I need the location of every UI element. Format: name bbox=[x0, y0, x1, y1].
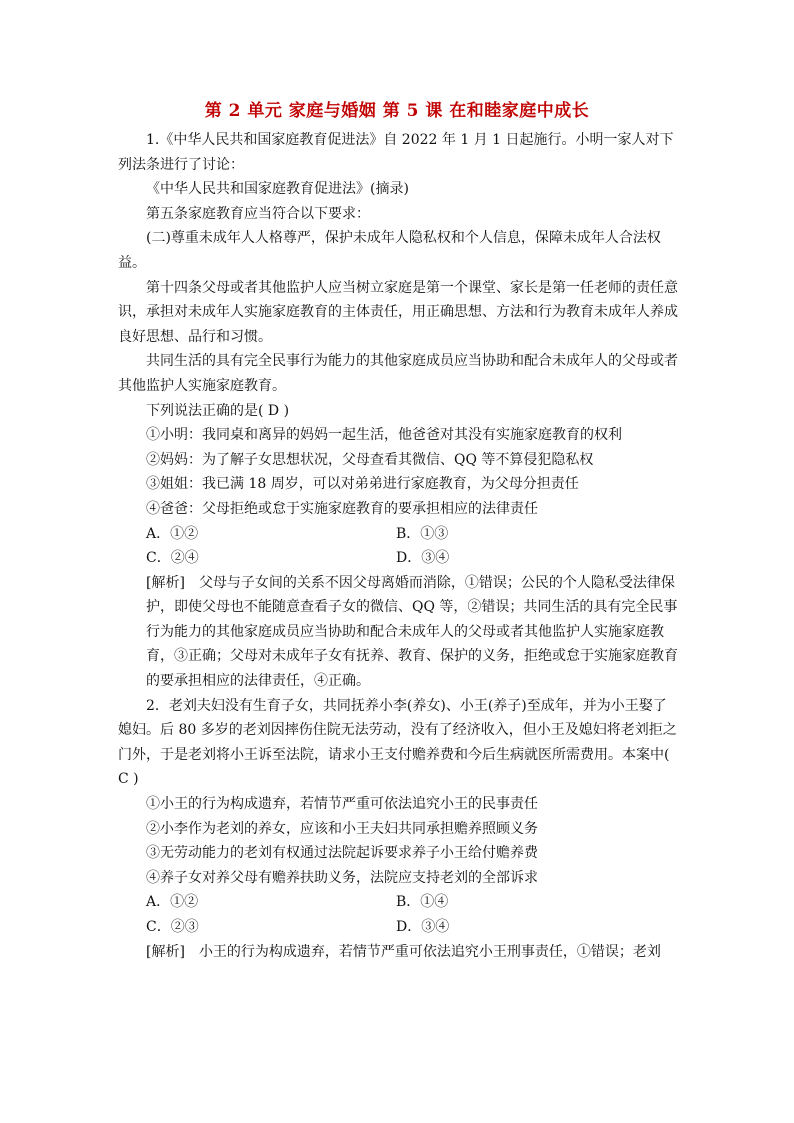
q1-analysis-tag: [解析] bbox=[146, 574, 185, 591]
q2-analysis-text: 小王的行为构成遗弃，若情节严重可依法追究小王刑事责任，①错误；老刘 bbox=[198, 943, 661, 960]
q2-item-1: ①小王的行为构成遗弃，若情节严重可依法追究小王的民事责任 bbox=[146, 796, 538, 813]
q1-item-2: ②妈妈：为了解子女思想状况，父母查看其微信、QQ 等不算侵犯隐私权 bbox=[146, 451, 594, 468]
q2-option-c: C．②③ bbox=[146, 919, 199, 935]
q1-option-c: C．②④ bbox=[146, 550, 199, 567]
q1-analysis bbox=[118, 571, 680, 694]
q1-option-b: B．①③ bbox=[396, 525, 449, 542]
q2-item-4: ④养子女对养父母有赡养扶助义务，法院应支持老刘的全部诉求 bbox=[146, 869, 538, 886]
q1-analysis-text: 父母与子女间的关系不因父母离婚而消除，①错误；公民的个人隐私受法律保护，即使父母也不能随意查看子女的微信、QQ 等，②错误；共同生活的具有完全民事行为能力的其他家庭成员应当协助和配合未成年人的父母或者其他监护人实施家庭教育，③正确；父母对未成年子女有抚养、教育、保护的义务，拒绝或怠于实施家庭教育的要承担相应的法律责任，④正确。 bbox=[146, 574, 678, 690]
q1-item-1: ①小明：我同桌和离异的妈妈一起生活，他爸爸对其没有实施家庭教育的权利 bbox=[146, 427, 622, 444]
q2-item-2: ②小李作为老刘的养女，应该和小王夫妇共同承担赡养照顾义务 bbox=[146, 820, 538, 837]
q1-options-row-1 bbox=[118, 522, 680, 547]
q2-options-row-2 bbox=[118, 915, 680, 940]
q1-question: 下列说法正确的是( D ) bbox=[146, 402, 290, 419]
q2-analysis-tag: [解析] bbox=[146, 943, 185, 960]
q1-stem: 1.《中华人民共和国家庭教育促进法》自 2022 年 1 月 1 日起施行。小明一家人对下列法条进行了讨论： bbox=[118, 132, 674, 173]
q1-article-5: 第五条家庭教育应当符合以下要求： bbox=[146, 205, 370, 222]
q1-article-5-item: (二)尊重未成年人人格尊严，保护未成年人隐私权和个人信息，保障未成年人合法权益。 bbox=[118, 230, 661, 271]
page-title: 第 2 单元 家庭与婚姻 第 5 课 在和睦家庭中成长 bbox=[204, 101, 590, 121]
q2-stem: 2．老刘夫妇没有生育子女，共同抚养小李(养女)、小王(养子)至成年，并为小王娶了媳妇。后 80 多岁的老刘因摔伤住院无法劳动，没有了经济收入，但小王及媳妇将老刘拒之门外，于是老刘将小王诉至法院，请求小王支付赡养费和今后生病就医所需费用。本案中( C ) bbox=[118, 697, 677, 788]
q2-analysis bbox=[118, 940, 680, 965]
document-body bbox=[118, 128, 680, 964]
q1-option-d: D．③④ bbox=[396, 550, 450, 567]
q1-law-title: 《中华人民共和国家庭教育促进法》(摘录) bbox=[146, 181, 409, 198]
q2-item-3: ③无劳动能力的老刘有权通过法院起诉要求养子小王给付赡养费 bbox=[146, 845, 538, 862]
q2-options-row-1 bbox=[118, 890, 680, 915]
q1-item-4: ④爸爸：父母拒绝或怠于实施家庭教育的要承担相应的法律责任 bbox=[146, 500, 538, 517]
q1-options-row-2 bbox=[118, 546, 680, 571]
q2-option-a: A．①② bbox=[146, 894, 199, 911]
q1-article-14: 第十四条父母或者其他监护人应当树立家庭是第一个课堂、家长是第一任老师的责任意识，承担对未成年人实施家庭教育的主体责任，用正确思想、方法和行为教育未成年人养成良好思想、品行和习惯。 bbox=[118, 279, 678, 345]
q2-option-b: B．①④ bbox=[396, 894, 449, 911]
q1-option-a: A．①② bbox=[146, 525, 199, 542]
q1-article-14-para2: 共同生活的具有完全民事行为能力的其他家庭成员应当协助和配合未成年人的父母或者其他监护人实施家庭教育。 bbox=[118, 353, 678, 394]
q1-item-3: ③姐姐：我已满 18 周岁，可以对弟弟进行家庭教育，为父母分担责任 bbox=[146, 476, 579, 493]
q2-option-d: D．③④ bbox=[396, 919, 450, 935]
